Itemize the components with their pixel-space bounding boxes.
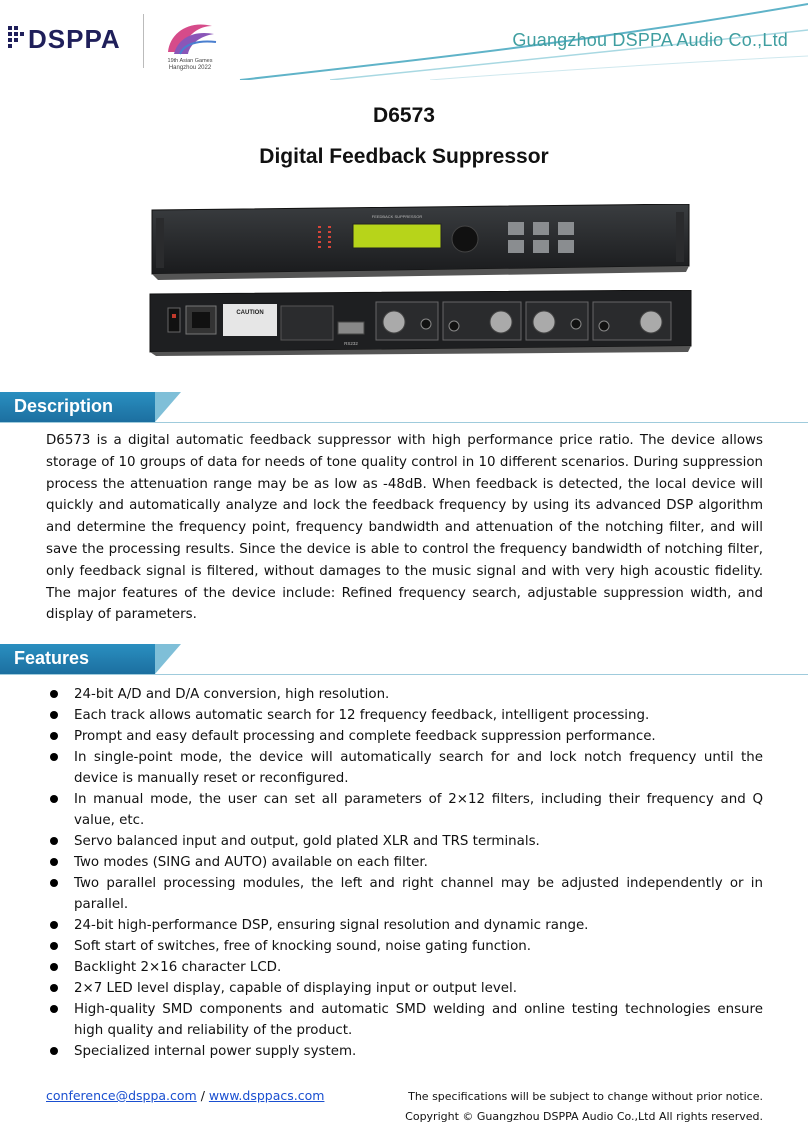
feature-text: Two modes (SING and AUTO) available on each filter. (74, 855, 428, 870)
feature-text: 24-bit high-performance DSP, ensuring signal resolution and dynamic range. (74, 918, 589, 933)
product-model: D6573 (373, 104, 435, 127)
svg-text:RS232: RS232 (344, 341, 358, 346)
feature-text: In manual mode, the user can set all parameters of 2×12 filters, including their frequency and Q value, etc. (74, 792, 763, 828)
link-separator: / (196, 1088, 209, 1103)
svg-text:19th Asian Games: 19th Asian Games (167, 58, 213, 64)
features-heading (0, 644, 200, 674)
feature-item (46, 957, 763, 978)
feature-text: High-quality SMD components and automatic SMD welding and online testing technologies ensure high quality and reliability of the product. (74, 1002, 763, 1038)
features-heading-label: Features (14, 648, 90, 668)
feature-text: 2×7 LED level display, capable of displaying input or output level. (74, 981, 518, 996)
bullet-icon (50, 795, 58, 803)
feature-text: Each track allows automatic search for 12 frequency feedback, intelligent processing. (74, 708, 650, 723)
asian-games-emblem (150, 12, 230, 72)
bullet-icon (50, 921, 58, 929)
product-name: Digital Feedback Suppressor (259, 145, 549, 168)
logo-divider (143, 14, 144, 68)
description-heading (0, 392, 200, 422)
heading-underline (0, 674, 808, 675)
website-link[interactable]: www.dsppacs.com (208, 1088, 325, 1103)
feature-item (46, 705, 763, 726)
bullet-icon (50, 690, 58, 698)
svg-text:Hangzhou 2022: Hangzhou 2022 (168, 65, 212, 71)
bullet-icon (50, 858, 58, 866)
feature-item (46, 747, 763, 789)
heading-underline (0, 422, 808, 423)
bullet-icon (50, 753, 58, 761)
description-heading-label: Description (14, 396, 114, 416)
feature-item (46, 1041, 763, 1062)
feature-item (46, 789, 763, 831)
heading-tail (155, 644, 181, 674)
feature-item (46, 831, 763, 852)
svg-text:DSPPA: DSPPA (28, 24, 121, 52)
feature-text: In single-point mode, the device will automatically search for and lock notch frequency until the device is manually reset or reconfigured. (74, 750, 763, 786)
feature-item (46, 936, 763, 957)
device-front-image (148, 204, 693, 280)
bullet-icon (50, 879, 58, 887)
footer-notice: The specifications will be subject to change without prior notice. (408, 1090, 763, 1103)
feature-text: Servo balanced input and output, gold plated XLR and TRS terminals. (74, 834, 540, 849)
bullet-icon (50, 732, 58, 740)
feature-text: Soft start of switches, free of knocking sound, noise gating function. (74, 939, 532, 954)
feature-text: Specialized internal power supply system. (74, 1044, 357, 1059)
bullet-icon (50, 837, 58, 845)
svg-text:FEEDBACK SUPPRESSOR: FEEDBACK SUPPRESSOR (371, 214, 423, 219)
feature-item (46, 726, 763, 747)
bullet-icon (50, 711, 58, 719)
footer-copyright: Copyright © Guangzhou DSPPA Audio Co.,Ltd All rights reserved. (405, 1110, 763, 1123)
feature-text: Prompt and easy default processing and complete feedback suppression performance. (74, 729, 656, 744)
feature-item (46, 978, 763, 999)
feature-text: Backlight 2×16 character LCD. (74, 960, 282, 975)
page-header (0, 0, 808, 80)
footer-links (46, 1088, 324, 1103)
feature-item (46, 873, 763, 915)
feature-item (46, 999, 763, 1041)
bullet-icon (50, 1047, 58, 1055)
company-name: Guangzhou DSPPA Audio Co.,Ltd (512, 30, 788, 50)
heading-tail (155, 392, 181, 422)
feature-text: 24-bit A/D and D/A conversion, high resolution. (74, 687, 390, 702)
features-list (46, 684, 763, 1062)
bullet-icon (50, 963, 58, 971)
description-text: D6573 is a digital automatic feedback suppressor with high performance price ratio. The device allows storage of 10 groups of data for needs of tone quality control in 10 different scenarios. During suppression process the attenuation range may be as low as -48dB. When feedback is detected, the local device will quickly and automatically analyze and lock the feedback frequency by using its advanced DSP algorithm and determine the frequency point, frequency bandwidth and attenuation of the notching filter, and will save the processing results. Since the device is able to control the frequency bandwidth of notching filter, only feedback signal is filtered, without damages to the music signal and with very high acoustic fidelity. The major features of the device include: Refined frequency search, adjustable suppression width, and display of parameters. (46, 433, 763, 623)
feature-item (46, 852, 763, 873)
feature-text: Two parallel processing modules, the left and right channel may be adjusted independently or in parallel. (74, 876, 763, 912)
bullet-icon (50, 1005, 58, 1013)
svg-text:CAUTION: CAUTION (236, 310, 264, 316)
device-rear-image (148, 290, 693, 356)
feature-item (46, 915, 763, 936)
email-link[interactable]: conference@dsppa.com (46, 1088, 197, 1103)
dsppa-logo (8, 22, 140, 52)
bullet-icon (50, 984, 58, 992)
feature-item (46, 684, 763, 705)
bullet-icon (50, 942, 58, 950)
